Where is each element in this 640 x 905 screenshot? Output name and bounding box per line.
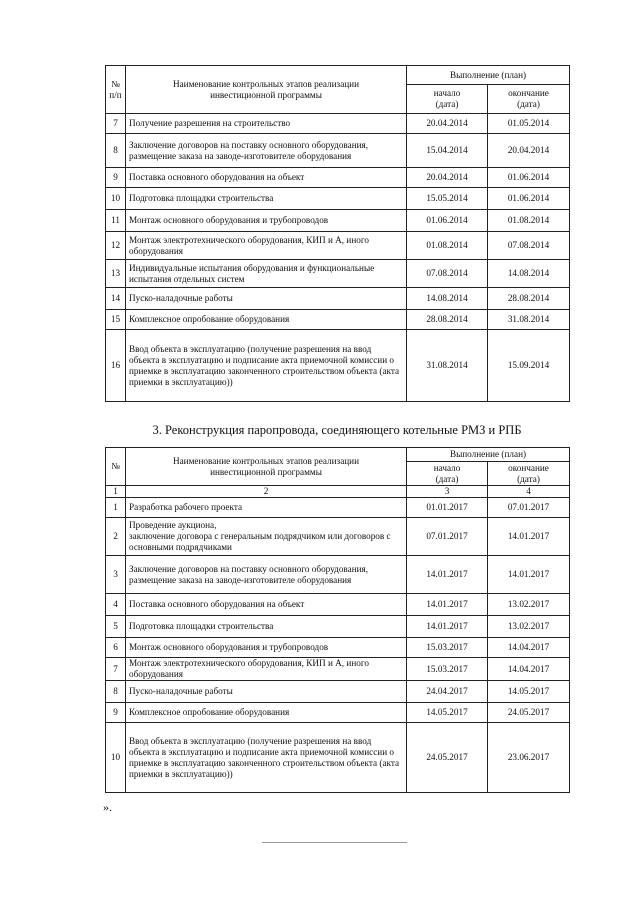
row-number: 2 — [106, 518, 126, 556]
row-number: 7 — [106, 114, 126, 134]
col-index-1: 1 — [106, 486, 126, 498]
col-index-4: 4 — [488, 486, 570, 498]
row-start-date: 14.08.2014 — [407, 288, 488, 310]
header-exec: Выполнение (план) — [407, 66, 570, 85]
header-name: Наименование контрольных этапов реализации инвестиционной программы — [126, 66, 407, 114]
row-stage-name: Поставка основного оборудования на объект — [126, 594, 407, 616]
table-row — [106, 210, 570, 232]
header-name: Наименование контрольных этапов реализации инвестиционной программы — [126, 448, 407, 486]
table-row — [106, 556, 570, 594]
row-number: 4 — [106, 594, 126, 616]
table-row — [106, 310, 570, 330]
closing-quote: ». — [103, 800, 112, 814]
table-row — [106, 114, 570, 134]
row-end-date: 28.08.2014 — [488, 288, 570, 310]
header-num: № п/п — [106, 66, 126, 114]
header-end: окончание (дата) — [488, 85, 570, 114]
table-row — [106, 616, 570, 638]
row-stage-name: Монтаж электротехнического оборудования, КИП и А, иного оборудования — [126, 658, 407, 681]
row-stage-name: Пуско-наладочные работы — [126, 681, 407, 703]
row-end-date: 24.05.2017 — [488, 703, 570, 723]
row-end-date: 14.08.2014 — [488, 260, 570, 288]
row-number: 6 — [106, 638, 126, 658]
row-start-date: 01.06.2014 — [407, 210, 488, 232]
footer-divider — [262, 842, 407, 843]
row-start-date: 15.03.2017 — [407, 658, 488, 681]
row-start-date: 07.08.2014 — [407, 260, 488, 288]
row-start-date: 15.04.2014 — [407, 134, 488, 168]
row-end-date: 01.06.2014 — [488, 188, 570, 210]
stages-table-2-body — [106, 498, 570, 793]
stages-table-2 — [105, 447, 570, 793]
col-index-3: 3 — [407, 486, 488, 498]
row-end-date: 13.02.2017 — [488, 616, 570, 638]
table-row — [106, 330, 570, 402]
row-number: 16 — [106, 330, 126, 402]
row-stage-name: Монтаж основного оборудования и трубопроводов — [126, 638, 407, 658]
section-title: 3. Реконструкция паропровода, соединяющего котельные РМЗ и РПБ — [152, 423, 522, 437]
row-number: 10 — [106, 188, 126, 210]
table-row — [106, 260, 570, 288]
row-stage-name: Заключение договоров на поставку основного оборудования, размещение заказа на заводе-изготовителе оборудования — [126, 556, 407, 594]
row-stage-name: Монтаж электротехнического оборудования, КИП и А, иного оборудования — [126, 232, 407, 260]
row-stage-name: Индивидуальные испытания оборудования и функциональные испытания отдельных систем — [126, 260, 407, 288]
row-end-date: 01.06.2014 — [488, 168, 570, 188]
row-end-date: 07.08.2014 — [488, 232, 570, 260]
row-number: 13 — [106, 260, 126, 288]
row-number: 8 — [106, 681, 126, 703]
row-stage-name: Комплексное опробование оборудования — [126, 703, 407, 723]
row-end-date: 31.08.2014 — [488, 310, 570, 330]
row-start-date: 14.05.2017 — [407, 703, 488, 723]
row-stage-name: Заключение договоров на поставку основного оборудования, размещение заказа на заводе-изготовителе оборудования — [126, 134, 407, 168]
row-number: 15 — [106, 310, 126, 330]
row-number: 1 — [106, 498, 126, 518]
row-end-date: 14.01.2017 — [488, 518, 570, 556]
row-start-date: 20.04.2014 — [407, 114, 488, 134]
row-end-date: 15.09.2014 — [488, 330, 570, 402]
table-row — [106, 638, 570, 658]
table-row — [106, 168, 570, 188]
row-start-date: 15.05.2014 — [407, 188, 488, 210]
row-start-date: 01.01.2017 — [407, 498, 488, 518]
row-number: 3 — [106, 556, 126, 594]
table-row — [106, 134, 570, 168]
row-start-date: 14.01.2017 — [407, 556, 488, 594]
table-row — [106, 658, 570, 681]
row-number: 14 — [106, 288, 126, 310]
stages-table-1 — [105, 65, 570, 402]
table-row — [106, 232, 570, 260]
row-stage-name: Поставка основного оборудования на объект — [126, 168, 407, 188]
header-exec: Выполнение (план) — [407, 448, 570, 462]
row-start-date: 24.05.2017 — [407, 723, 488, 793]
table-row — [106, 703, 570, 723]
row-stage-name: Пуско-наладочные работы — [126, 288, 407, 310]
header-num: № — [106, 448, 126, 486]
row-stage-name: Подготовка площадки строительства — [126, 188, 407, 210]
row-start-date: 14.01.2017 — [407, 616, 488, 638]
row-end-date: 20.04.2014 — [488, 134, 570, 168]
row-stage-name: Монтаж основного оборудования и трубопроводов — [126, 210, 407, 232]
col-index-2: 2 — [126, 486, 407, 498]
table-row — [106, 288, 570, 310]
row-number: 11 — [106, 210, 126, 232]
row-start-date: 24.04.2017 — [407, 681, 488, 703]
row-stage-name: Ввод объекта в эксплуатацию (получение разрешения на ввод объекта в эксплуатацию и подписание акта приемочной комиссии о приемке в эксплуатацию законченного строительством объекта (акта приемки в эксплуатацию)) — [126, 330, 407, 402]
header-start: начало (дата) — [407, 85, 488, 114]
row-number: 12 — [106, 232, 126, 260]
row-stage-name: Разработка рабочего проекта — [126, 498, 407, 518]
row-start-date: 15.03.2017 — [407, 638, 488, 658]
row-start-date: 01.08.2014 — [407, 232, 488, 260]
row-start-date: 14.01.2017 — [407, 594, 488, 616]
row-start-date: 28.08.2014 — [407, 310, 488, 330]
row-number: 9 — [106, 703, 126, 723]
row-number: 8 — [106, 134, 126, 168]
row-number: 9 — [106, 168, 126, 188]
row-stage-name: Подготовка площадки строительства — [126, 616, 407, 638]
row-start-date: 07.01.2017 — [407, 518, 488, 556]
row-stage-name: Комплексное опробование оборудования — [126, 310, 407, 330]
stages-table-1-body — [106, 114, 570, 402]
row-number: 7 — [106, 658, 126, 681]
row-start-date: 20.04.2014 — [407, 168, 488, 188]
row-stage-name: Ввод объекта в эксплуатацию (получение разрешения на ввод объекта в эксплуатацию и подписание акта приемочной комиссии о приемке в эксплуатацию законченного строительством объекта (акта приемки в эксплуатацию)) — [126, 723, 407, 793]
table-row — [106, 594, 570, 616]
row-number: 10 — [106, 723, 126, 793]
header-end: окончание (дата) — [488, 462, 570, 486]
table-row — [106, 723, 570, 793]
row-end-date: 14.04.2017 — [488, 638, 570, 658]
row-end-date: 14.05.2017 — [488, 681, 570, 703]
table-row — [106, 518, 570, 556]
row-end-date: 01.08.2014 — [488, 210, 570, 232]
table-row — [106, 188, 570, 210]
row-end-date: 13.02.2017 — [488, 594, 570, 616]
table-row — [106, 681, 570, 703]
row-start-date: 31.08.2014 — [407, 330, 488, 402]
row-end-date: 07.01.2017 — [488, 498, 570, 518]
row-stage-name: Получение разрешения на строительство — [126, 114, 407, 134]
row-end-date: 14.01.2017 — [488, 556, 570, 594]
row-end-date: 23.06.2017 — [488, 723, 570, 793]
row-stage-name: Проведение аукциона, заключение договора с генеральным подрядчиком или договоров с основными подрядчиками — [126, 518, 407, 556]
row-end-date: 01.05.2014 — [488, 114, 570, 134]
header-start: начало (дата) — [407, 462, 488, 486]
table-row — [106, 498, 570, 518]
row-number: 5 — [106, 616, 126, 638]
row-end-date: 14.04.2017 — [488, 658, 570, 681]
